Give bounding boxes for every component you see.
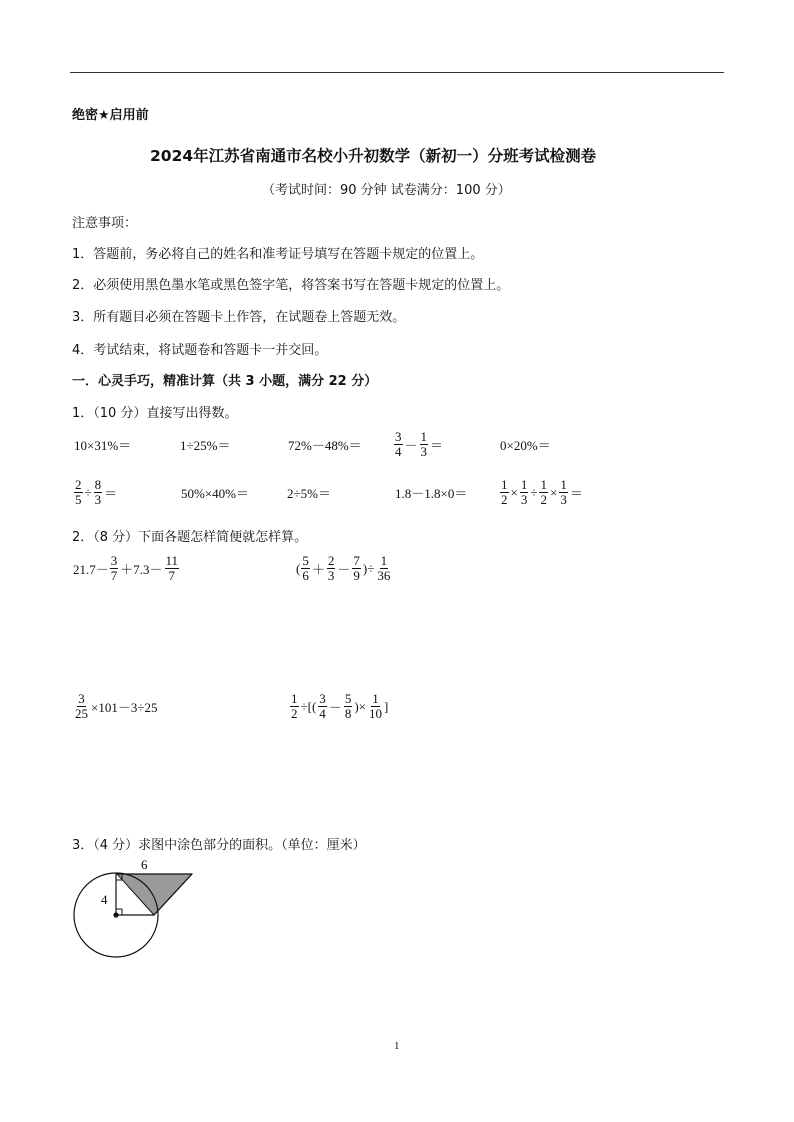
question-3-stem: 3．（4 分）求图中涂色部分的面积。（单位：厘米） [72, 838, 366, 853]
q1-expr-8: 2÷5%＝ [287, 486, 331, 501]
q2-expr-c: $\frac{3}{25}$ ×101－3÷25 [75, 691, 158, 721]
q1-expr-7: 50%×40%＝ [181, 486, 249, 501]
header-rule [70, 72, 724, 73]
secret-label: 绝密★启用前 [72, 108, 149, 123]
section-heading: 一．心灵手巧，精准计算（共 3 小题，满分 22 分） [72, 374, 378, 389]
q1-expr-10: $\frac{1}{2}$ × $\frac{1}{3}$ ÷ $\frac{1}{2}$ × $\frac{1}{3}$ ＝ [501, 477, 583, 507]
notes-heading: 注意事项： [72, 216, 138, 231]
shaded-region [117, 874, 192, 915]
question-2-stem: 2．（8 分）下面各题怎样简便就怎样算。 [72, 530, 308, 545]
q2-expr-a: 21.7－ $\frac{3}{7}$ ＋7.3－ $\frac{11}{7}$ [73, 553, 179, 583]
q1-expr-2: 1÷25%＝ [180, 438, 231, 453]
circle-center-dot [113, 912, 118, 917]
q2-expr-d: $\frac{1}{2}$ ÷[( $\frac{3}{4}$ － $\frac{5}{8}$ )× $\frac{1}{10}$ ] [291, 691, 389, 721]
circle-trapezoid-figure [64, 852, 204, 964]
q1-expr-6: $\frac{2}{5}$ ÷ $\frac{8}{3}$ ＝ [75, 477, 118, 507]
question-1-stem: 1．（10 分）直接写出得数。 [72, 406, 238, 421]
label-top: 6 [141, 857, 148, 872]
note-item: 2．必须使用黑色墨水笔或黑色签字笔，将答案书写在答题卡规定的位置上。 [72, 278, 510, 293]
q1-expr-3: 72%－48%＝ [288, 438, 362, 453]
exam-info: （考试时间：90 分钟 试卷满分：100 分） [262, 183, 511, 198]
label-left: 4 [101, 892, 108, 907]
q2-expr-b: ( $\frac{5}{6}$ ＋ $\frac{2}{3}$ － $\frac{7}{9}$ )÷ $\frac{1}{36}$ [296, 553, 391, 583]
note-item: 1．答题前，务必将自己的姓名和准考证号填写在答题卡规定的位置上。 [72, 247, 484, 262]
note-item: 4．考试结束，将试题卷和答题卡一并交回。 [72, 343, 328, 358]
note-item: 3．所有题目必须在答题卡上作答，在试题卷上答题无效。 [72, 310, 406, 325]
page-title: 2024年江苏省南通市名校小升初数学（新初一）分班考试检测卷 [150, 147, 597, 165]
q1-expr-5: 0×20%＝ [500, 438, 551, 453]
q1-expr-4: $\frac{3}{4}$ － $\frac{1}{3}$ ＝ [395, 429, 444, 459]
page-number: 1 [394, 1040, 400, 1052]
q1-expr-9: 1.8－1.8×0＝ [395, 486, 468, 501]
q1-expr-1: 10×31%＝ [74, 438, 132, 453]
